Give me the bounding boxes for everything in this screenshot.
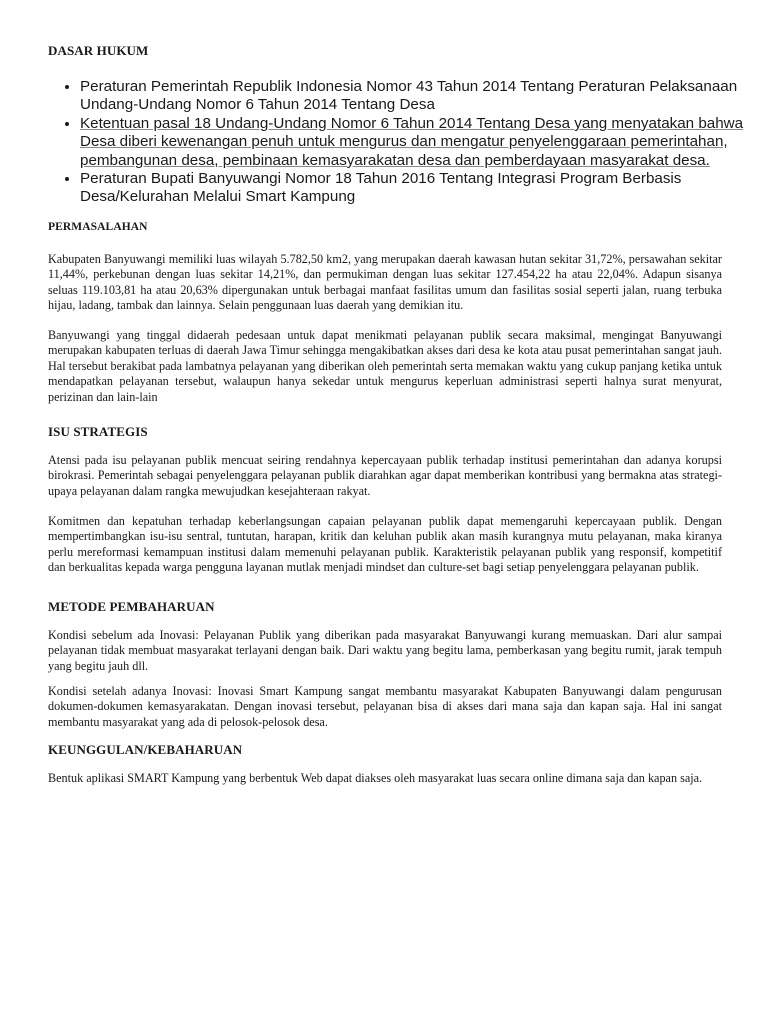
paragraph: Kondisi sebelum ada Inovasi: Pelayanan Publik yang diberikan pada masyarakat Banyuwangi kurang memuaskan. Dari alur sampai pelayanan tidak membuat masyarakat terlayani dengan baik. Dari waktu yang begitu lama, pemberkasan yang begitu rumit, jarak tempuh yang begitu jauh dll. bbox=[48, 628, 722, 673]
heading-metode-pembaharuan: METODE PEMBAHARUAN bbox=[48, 599, 215, 614]
list-item: • Peraturan Bupati Banyuwangi Nomor 18 Tahun 2016 Tentang Integrasi Program Berbasis Desa/Kelurahan Melalui Smart Kampung bbox=[80, 170, 762, 207]
list-item: • Ketentuan pasal 18 Undang-Undang Nomor 6 Tahun 2014 Tentang Desa yang menyatakan bahwa Desa diberi kewenangan penuh untuk mengurus dan mengatur penyelenggaraan pemerintahan, pembangunan desa, pembinaan kemasyarakatan desa dan pemberdayaan masyarakat desa. bbox=[80, 115, 762, 170]
heading-isu-strategis: ISU STRATEGIS bbox=[48, 424, 148, 439]
heading-permasalahan: PERMASALAHAN bbox=[48, 221, 148, 233]
heading-keunggulan: KEUNGGULAN/KEBAHARUAN bbox=[48, 742, 243, 757]
paragraph: Banyuwangi yang tinggal didaerah pedesaan untuk dapat menikmati pelayanan publik secara maksimal, mengingat Banyuwangi merupakan kabupaten terluas di daerah Jawa Timur sehingga mengakibatkan akses dari desa ke kota atau pusat pemerintahan sangat jauh. Hal tersebut berakibat pada lambatnya pelayanan yang diberikan oleh pemerintah serta memakan waktu yang cukup panjang ketika untuk mendapatkan pelayanan tersebut, walaupun hanya sekedar untuk mengurus keperluan administrasi seperti halnya surat menyurat, perizinan dan lain-lain bbox=[48, 328, 722, 404]
paragraph: Komitmen dan kepatuhan terhadap keberlangsungan capaian pelayanan publik dapat memengaruhi kepercayaan publik. Dengan mempertimbangkan isu-isu sentral, tuntutan, harapan, kritik dan keluhan publik akan masih kurangnya mutu pelayanan, maka kiranya perlu mereformasi kemampuan institusi dalam memenuhi pelayanan publik. Karakteristik pelayanan publik yang responsif, kompetitif dan berkualitas kepada warga pengguna layanan mutlak menjadi mindset dan culture-set bagi setiap penyelenggara pelayanan publik. bbox=[48, 514, 722, 575]
paragraph: Kabupaten Banyuwangi memiliki luas wilayah 5.782,50 km2, yang merupakan daerah kawasan hutan sekitar 31,72%, persawahan sekitar 11,44%, perkebunan dengan luas sekitar 14,21%, dan permukiman dengan luas sekitar 127.454,22 ha atau 22,04%. Adapun sisanya seluas 119.103,81 ha atau 20,63% dipergunakan untuk berbagai manfaat fasilitas umum dan fasilitas sosial seperti jalan, ruang terbuka hijau, ladang, tambak dan lainnya. Selain penggunaan luas daerah yang demikian itu. bbox=[48, 252, 722, 313]
list-item: • Peraturan Pemerintah Republik Indonesia Nomor 43 Tahun 2014 Tentang Peraturan Pelaksanaan Undang-Undang Nomor 6 Tahun 2014 Tentang Desa bbox=[80, 78, 762, 115]
paragraph: Atensi pada isu pelayanan publik mencuat seiring rendahnya kepercayaan publik terhadap institusi pemerintahan dan adanya korupsi birokrasi. Pemerintah sebagai penyelenggara pelayanan publik diarahkan agar dapat memberikan kontribusi yang bermakna atas strategi-upaya pelayanan dalam rangka mewujudkan kesejahteraan rakyat. bbox=[48, 453, 722, 498]
paragraph: Kondisi setelah adanya Inovasi: Inovasi Smart Kampung sangat membantu masyarakat Kabupaten Banyuwangi dalam pengurusan dokumen-dokumen kemasyarakatan. Dengan inovasi tersebut, pelayanan bisa di akses dari mana saja dan kapan saja. Hal ini sangat membantu masyarakat yang ada di pelosok-pelosok desa. bbox=[48, 684, 722, 729]
dasar-hukum-list bbox=[62, 78, 762, 207]
heading-dasar-hukum: DASAR HUKUM bbox=[48, 43, 149, 58]
paragraph: Bentuk aplikasi SMART Kampung yang berbentuk Web dapat diakses oleh masyarakat luas secara online dimana saja dan kapan saja. bbox=[48, 771, 703, 785]
